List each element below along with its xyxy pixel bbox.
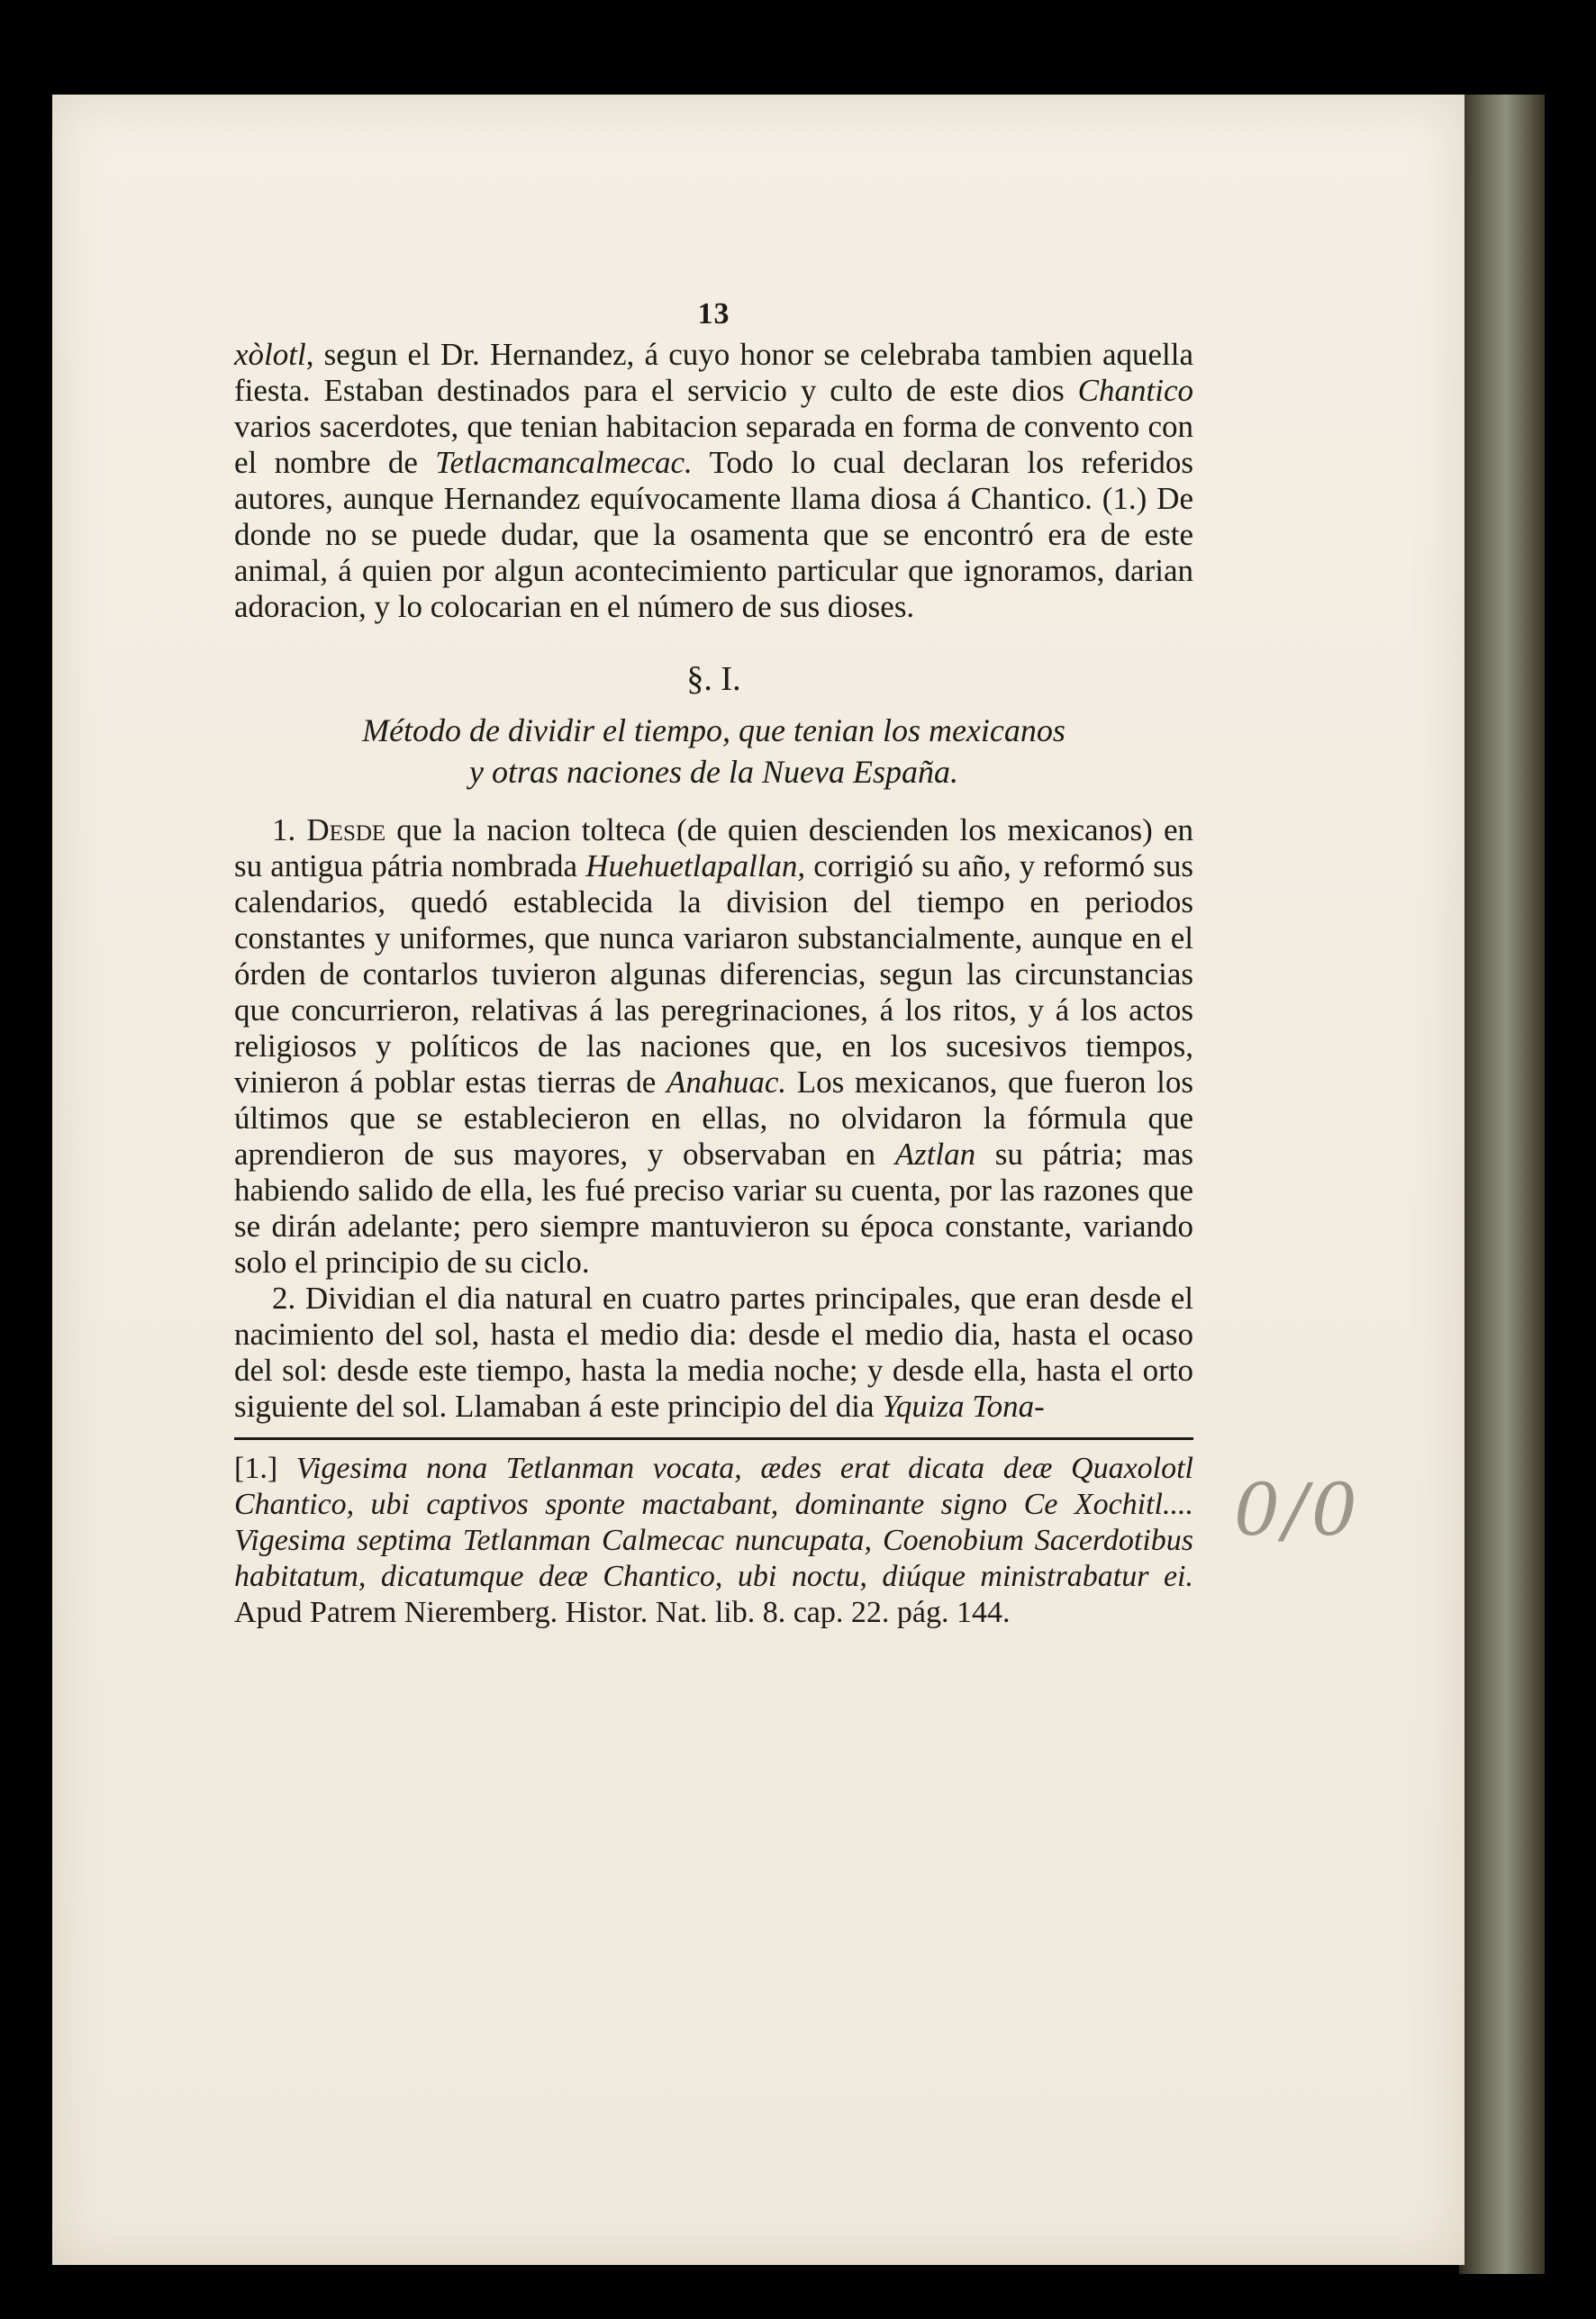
opening-paragraph — [234, 337, 1193, 625]
body-text — [234, 337, 1193, 1425]
footnote-latin-quote: Vigesima nona Tetlanman vocata, ædes erat dicata deæ Quaxolotl Chantico, ubi captivos sponte mactabant, dominante signo Ce Xochitl.... Vigesima septima Tetlanman Calmecac nuncupata, Coenobium Sacerdotibus habitatum, dicatumque deæ Chantico, ubi noctu, diúque ministrabatur ei. — [234, 1452, 1193, 1593]
text-run: que la nacion tolteca (de quien descienden los mexicanos) en su antigua pátria nombrada — [234, 812, 1193, 883]
text-run: varios sacerdotes, que tenian habitacion separada en forma de convento con el nombre de — [234, 409, 1193, 480]
footnote-marker: [1.] — [234, 1452, 278, 1485]
paragraph-1 — [234, 812, 1193, 1281]
italic-term: xòlotl — [234, 337, 306, 372]
italic-term: Anahuac. — [666, 1064, 787, 1100]
footnote-rule — [234, 1437, 1193, 1440]
section-title-line: Método de dividir el tiempo, que tenian los mexicanos — [362, 712, 1066, 748]
section-mark: §. I. — [686, 660, 741, 698]
text-run: Dividian el dia natural en cuatro partes principales, que eran desde el nacimiento del sol, hasta el medio dia: desde el medio dia, hasta el ocaso del sol: desde este tiempo, hasta la media noche; y desde ella, hasta el orto siguiente del sol. Llamaban á este principio del dia — [234, 1281, 1193, 1424]
text-run: su pátria; mas habiendo salido de ella, les fué preciso variar su cuenta, por las razones que se dirán adelante; pero siempre mantuvieron su época constante, variando solo el principio de su ciclo. — [234, 1137, 1193, 1280]
page-text-block — [234, 297, 1193, 1631]
italic-term: Aztlan — [894, 1137, 976, 1172]
footnote-citation: Apud Patrem Nieremberg. Histor. Nat. lib. 8. cap. 22. pág. 144. — [234, 1596, 1011, 1629]
small-caps-lead: Desde — [306, 812, 386, 847]
italic-term: Huehuetlapallan, — [585, 848, 806, 883]
handwritten-margin-annotation: 0/0 — [1234, 1468, 1361, 1552]
italic-term: Chantico — [1077, 373, 1193, 408]
text-run: , segun el Dr. Hernandez, á cuyo honor se celebraba tambien aquella fiesta. Estaban destinados para el servicio y culto de este dios — [234, 337, 1193, 408]
footnote — [234, 1451, 1193, 1631]
paragraph-2 — [234, 1281, 1193, 1425]
page-number: 13 — [697, 297, 730, 331]
book-page-edge — [1459, 95, 1545, 2274]
italic-term: Yquiza Tona- — [882, 1389, 1045, 1424]
text-run: corrigió su año, y reformó sus calendarios, quedó establecida la division del tiempo en periodos constantes y uniformes, que nunca variaron substancialmente, aunque en el órden de contarlos tuvieron algunas diferencias, segun las circunstancias que concurrieron, relativas á las peregrinaciones, á los ritos, y á los actos religiosos y políticos de las naciones que, en los sucesivos tiempos, vinieron á poblar estas tierras de — [234, 848, 1193, 1100]
paragraph-number: 2. — [272, 1281, 296, 1316]
paragraph-number: 1. — [272, 812, 296, 847]
section-title-line: y otras naciones de la Nueva España. — [469, 754, 958, 790]
text-run: Todo lo cual declaran los referidos autores, aunque Hernandez equívocamente llama diosa á Chantico. (1.) De donde no se puede dudar, que la osamenta que se encontró era de este animal, á quien por algun acontecimiento particular que ignoramos, darian adoracion, y lo colocarian en el número de sus dioses. — [234, 445, 1193, 624]
text-run: Los mexicanos, que fueron los últimos que se establecieron en ellas, no olvidaron la fórmula que aprendieron de sus mayores, y observaban en — [234, 1064, 1193, 1172]
italic-term: Tetlacmancalmecac. — [435, 445, 693, 480]
section-title — [234, 710, 1193, 793]
